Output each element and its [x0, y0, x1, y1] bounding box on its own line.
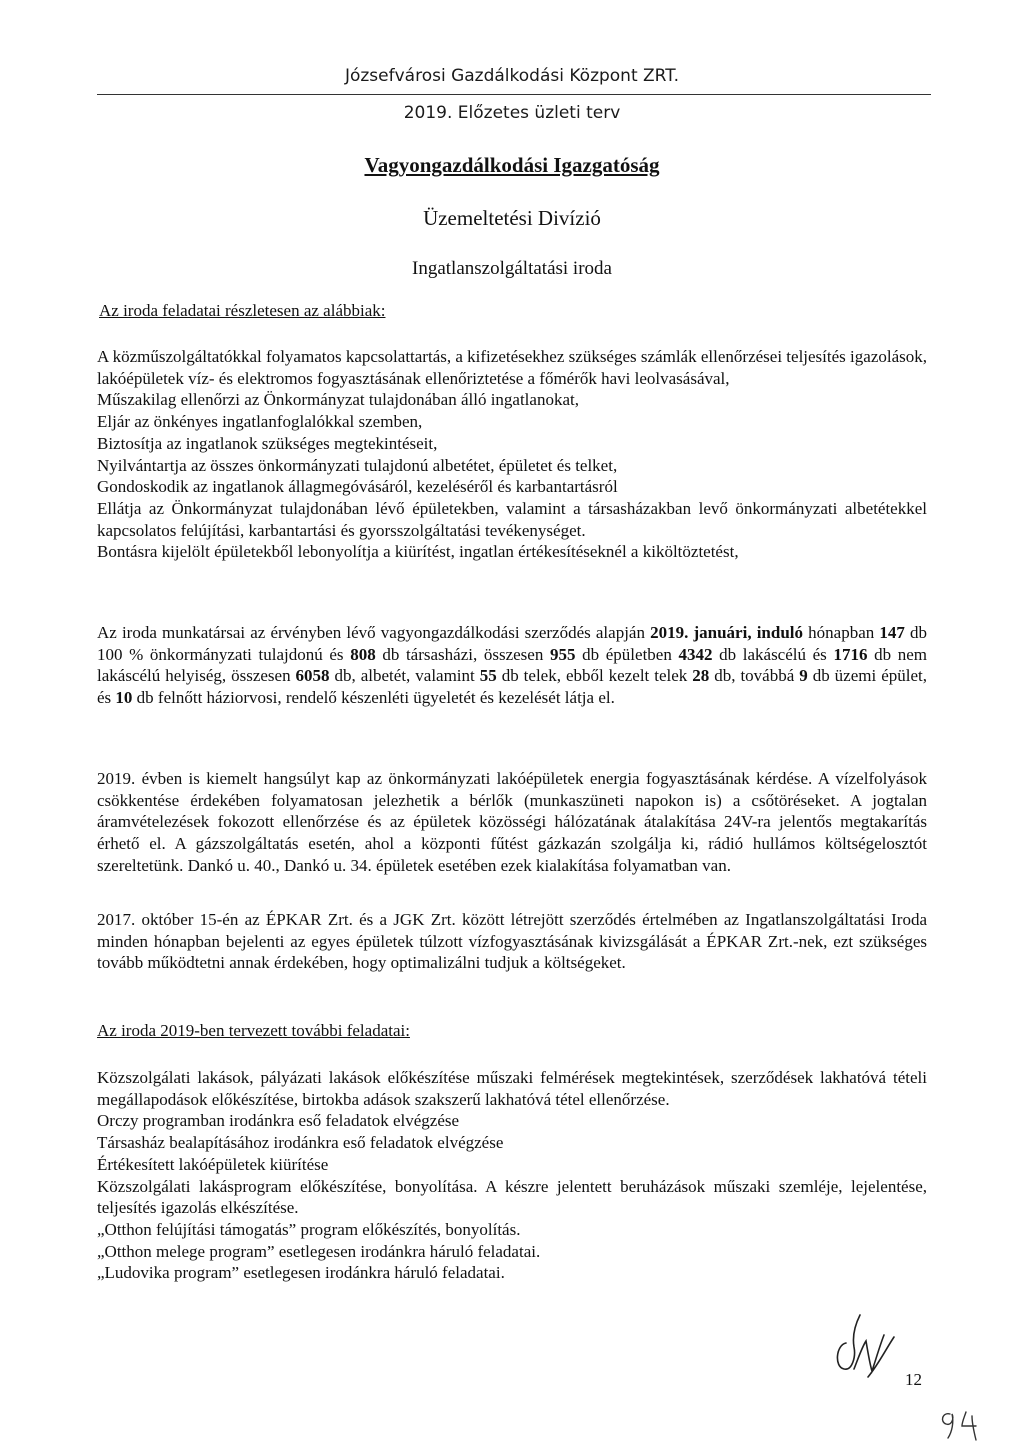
bold-count: 1716 [833, 644, 868, 664]
energy-paragraph: 2019. évben is kiemelt hangsúlyt kap az önkormányzati lakóépületek energia fogyasztásának kérdése. A vízelfolyások csökkentése érdekében folyamatosan jelezhetik a bérlők (munkaszüneti napokon is) a csőtöréseket. A jogtalan áramvételezések fokozott ellenőrzése és az épületek közösségi hálózatának átalakítása 24V-ra jelentős megtakarítás érhető el. A gázszolgáltatás esetén, ahol a központi fűtést gázkazán szolgálja ki, rádió hullámos költségelosztót szereltetünk. Dankó u. 40., Dankó u. 34. épületek esetében ezek kialakítása folyamatban van. [97, 769, 927, 875]
header-rule [97, 94, 931, 95]
text-run: db 100 % önkormányzati tulajdonú és [97, 623, 928, 664]
bold-count: 4342 [678, 644, 713, 664]
bold-count: 955 [549, 644, 576, 664]
future-task-item: Közszolgálati lakásprogram előkészítése, bonyolítása. A készre jelentett beruházások műszaki szemléje, lejelentése, teljesítés igazolás elkészítése. [97, 1176, 927, 1218]
company-name: Józsefvárosi Gazdálkodási Központ ZRT. [344, 66, 680, 86]
bold-count: 55 [479, 666, 497, 686]
future-task-item: „Otthon felújítási támogatás” program előkészítés, bonyolítás. [97, 1219, 521, 1239]
future-task-item: Értékesített lakóépületek kiürítése [97, 1154, 329, 1174]
bold-count: 147 [879, 623, 905, 642]
task-item: Nyilvántartja az összes önkormányzati tulajdonú albetétet, épületet és telket, [97, 455, 618, 475]
contract-paragraph: 2017. október 15-én az ÉPKAR Zrt. és a JGK Zrt. között létrejött szerződés értelmében az Ingatlanszolgáltatási Iroda minden hónapban bejelenti az egyes épületek túlzott vízfogyasztásának kivizsgálását a ÉPKAR Zrt.-nek, ezt szükséges tovább működtetni annak érdekében, hogy optimalizálni tudjuk a költségeket. [97, 910, 927, 973]
text-run: db telek, ebből kezelt telek [496, 666, 693, 686]
task-item: Gondoskodik az ingatlanok állagmegóvásáról, kezeléséről és karbantartásról [97, 477, 618, 497]
text-run: db lakáscélú és [712, 644, 834, 664]
bold-count: 808 [350, 644, 376, 664]
text-run: db, továbbá [709, 666, 800, 686]
handwritten-page-number [936, 1408, 996, 1442]
handwritten-signature [818, 1305, 908, 1385]
text-run: db üzemi épület, és [97, 666, 927, 708]
task-item: Eljár az önkényes ingatlanfoglalókkal szemben, [97, 412, 423, 432]
office-heading: Ingatlanszolgáltatási iroda [412, 258, 612, 279]
plan-title: 2019. Előzetes üzleti terv [403, 103, 621, 123]
task-item: Biztosítja az ingatlanok szükséges megtekintéseit, [97, 433, 438, 453]
intro-heading: Az iroda feladatai részletesen az alábbiak: [99, 301, 386, 320]
task-item: Bontásra kijelölt épületekből lebonyolítja a kiürítést, ingatlan értékesítéseknél a kiköltöztetést, [97, 542, 739, 562]
bold-count: 28 [692, 666, 710, 686]
division-heading: Üzemeltetési Divízió [423, 206, 601, 230]
text-run: hónapban [803, 623, 880, 642]
text-run: db felnőtt háziorvosi, rendelő készenléti ügyeletét és kezelését látja el. [132, 688, 615, 708]
text-run: db épületben [575, 644, 679, 664]
page-number: 12 [905, 1370, 922, 1389]
text-run: db, albetét, valamint [329, 666, 480, 686]
future-task-item: „Otthon melege program” esetlegesen irodánkra háruló feladatai. [97, 1241, 541, 1261]
bold-count: 10 [115, 688, 133, 708]
future-tasks-heading: Az iroda 2019-ben tervezett további feladatai: [97, 1021, 410, 1040]
future-task-list [97, 1067, 927, 1284]
bold-count: 6058 [295, 666, 330, 686]
text-run: db társasházi, összesen [375, 644, 550, 664]
bold-count: 9 [799, 666, 808, 686]
future-task-item: Közszolgálati lakások, pályázati lakások előkészítése műszaki felmérések megtekintések, szerződések lakhatóvá tételi megállapodások előkészítése, birtokba adások szakszerű lakhatóvá tétel ellenőrzése. [97, 1068, 927, 1109]
future-task-item: Orczy programban irodánkra eső feladatok elvégzése [97, 1111, 460, 1131]
text-run: Az iroda munkatársai az érvényben lévő vagyongazdálkodási szerződés alapján [97, 623, 651, 642]
task-list [97, 346, 927, 563]
bold-date: 2019. januári, induló [650, 623, 804, 642]
future-task-item: Társasház bealapításához irodánkra eső feladatok elvégzése [97, 1133, 504, 1153]
task-item: A közműszolgáltatókkal folyamatos kapcsolattartás, a kifizetésekhez szükséges számlák ellenőrzései teljesítés igazolások, lakóépületek víz- és elektromos fogyasztásának ellenőriztetése a főmérők havi leolvasásával, [97, 347, 927, 388]
staff-paragraph [97, 622, 927, 709]
future-task-item: „Ludovika program” esetlegesen irodánkra háruló feladatai. [97, 1263, 505, 1283]
task-item: Ellátja az Önkormányzat tulajdonában lévő épületekben, valamint a társasházakban levő önkormányzati albetétekkel kapcsolatos felújítási, karbantartási és gyorsszolgáltatási tevékenységet. [97, 498, 927, 540]
directorate-heading: Vagyongazdálkodási Igazgatóság [364, 153, 660, 177]
task-item: Műszakilag ellenőrzi az Önkormányzat tulajdonában álló ingatlanokat, [97, 390, 579, 410]
text-run: db nem lakáscélú helyiség, összesen [97, 644, 927, 686]
